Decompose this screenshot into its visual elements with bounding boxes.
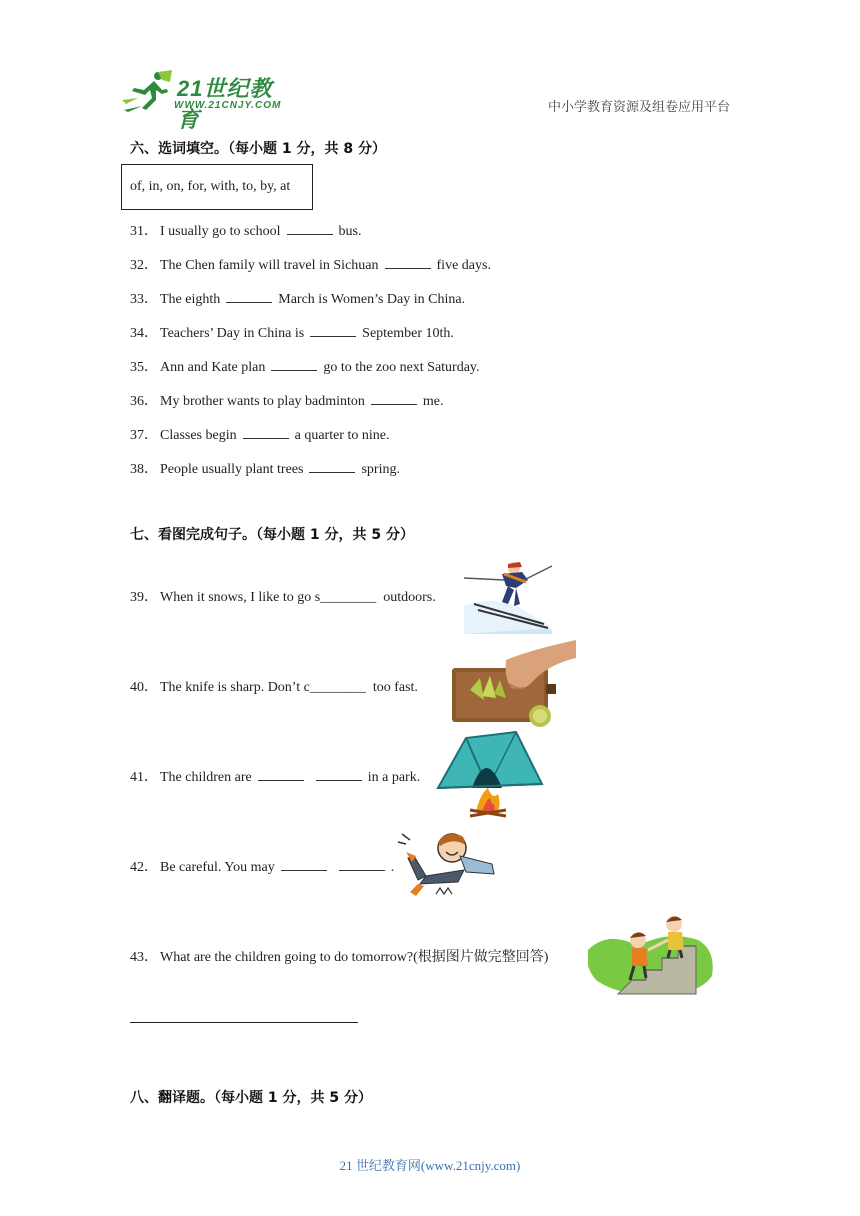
answer-blank[interactable] bbox=[371, 393, 417, 405]
word-box bbox=[121, 164, 313, 210]
header-platform-text: 中小学教育资源及组卷应用平台 bbox=[547, 100, 730, 115]
question-33: 33． The eighth March is Women’s Day in China. bbox=[130, 292, 466, 307]
cutting-fruit-icon bbox=[450, 640, 578, 730]
section-7-title: 七、看图完成句子。（每小题 1 分，共 5 分） bbox=[130, 527, 414, 543]
answer-blank[interactable] bbox=[310, 325, 356, 337]
page-header bbox=[0, 0, 860, 130]
question-31: 31． I usually go to school bus. bbox=[130, 224, 362, 239]
question-39: 39． When it snows, I like to go s________ outdoors. bbox=[130, 590, 436, 605]
question-41: 41． The children are in a park. bbox=[130, 770, 421, 785]
logo-text: 21世纪教育 bbox=[177, 76, 273, 132]
skier-icon bbox=[464, 558, 554, 634]
runner-logo-icon bbox=[122, 70, 174, 114]
question-36: 36． My brother wants to play badminton me. bbox=[130, 394, 444, 409]
answer-blank[interactable] bbox=[258, 769, 304, 781]
page-footer: 21 世纪教育网(www.21cnjy.com) bbox=[339, 1158, 521, 1173]
question-43: 43． What are the children going to do tomorrow?(根据图片做完整回答) bbox=[130, 950, 549, 965]
answer-blank[interactable] bbox=[385, 257, 431, 269]
falling-boy-icon bbox=[396, 826, 508, 900]
question-35: 35． Ann and Kate plan go to the zoo next Saturday. bbox=[130, 360, 480, 375]
question-32: 32． The Chen family will travel in Sichuan five days. bbox=[130, 258, 491, 273]
section-8-title: 八、翻译题。（每小题 1 分，共 5 分） bbox=[130, 1090, 372, 1106]
logo-url: WWW.21CNJY.COM bbox=[174, 100, 282, 111]
answer-blank[interactable] bbox=[339, 859, 385, 871]
logo bbox=[122, 70, 292, 132]
question-42: 42． Be careful. You may . bbox=[130, 860, 395, 875]
answer-blank[interactable] bbox=[243, 427, 289, 439]
answer-blank[interactable] bbox=[226, 291, 272, 303]
question-40: 40． The knife is sharp. Don’t c________ too fast. bbox=[130, 680, 418, 695]
answer-blank[interactable] bbox=[309, 461, 355, 473]
word-box-text: of, in, on, for, with, to, by, at bbox=[130, 179, 291, 194]
answer-blank[interactable] bbox=[287, 223, 333, 235]
tent-campfire-icon bbox=[436, 728, 546, 818]
answer-line[interactable] bbox=[130, 1022, 358, 1023]
answer-blank[interactable] bbox=[271, 359, 317, 371]
climbing-children-icon bbox=[588, 910, 716, 996]
question-38: 38． People usually plant trees spring. bbox=[130, 462, 400, 477]
answer-blank[interactable] bbox=[281, 859, 327, 871]
answer-blank[interactable] bbox=[316, 769, 362, 781]
question-34: 34． Teachers’ Day in China is September 10th. bbox=[130, 326, 454, 341]
section-6-title: 六、选词填空。（每小题 1 分，共 8 分） bbox=[130, 141, 386, 157]
question-37: 37． Classes begin a quarter to nine. bbox=[130, 428, 390, 443]
